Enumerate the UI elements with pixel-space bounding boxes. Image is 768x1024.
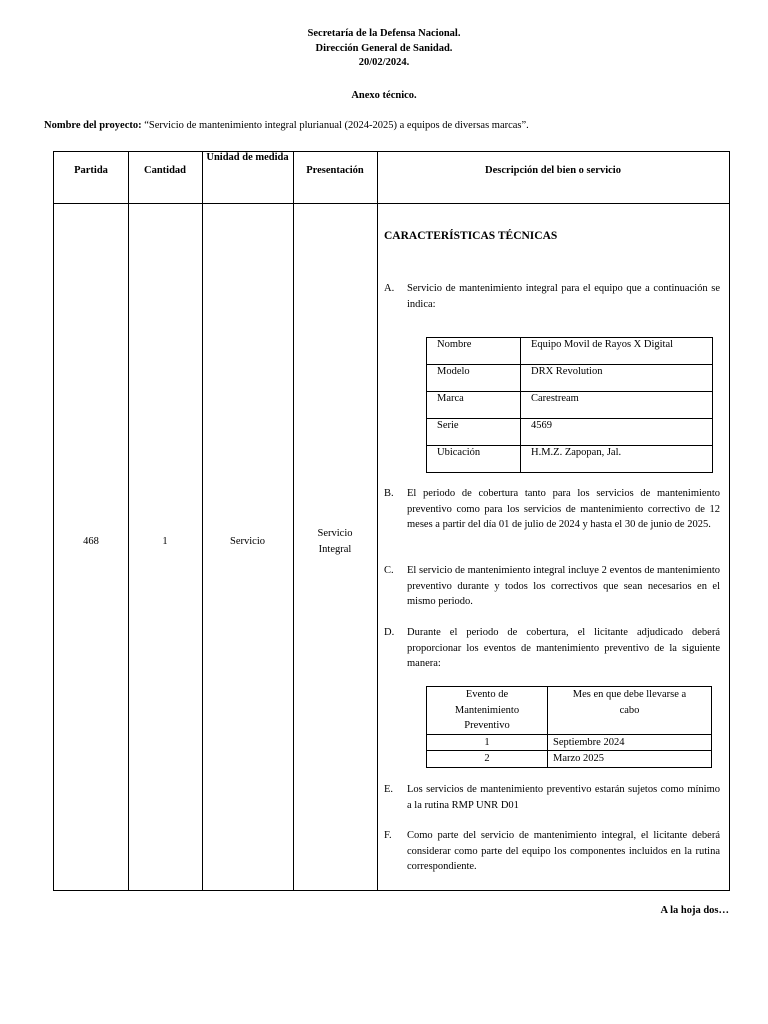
list-item-b	[384, 486, 720, 533]
item-text: Servicio de mantenimiento integral para el equipo que a continuación se indica:	[407, 283, 720, 310]
column-divider	[293, 152, 294, 890]
table-header-row	[427, 687, 712, 735]
item-letter: B.	[384, 488, 394, 499]
schedule-event: 2	[427, 751, 548, 768]
header-presentacion: Presentación	[306, 165, 364, 176]
equipment-label: Nombre	[427, 338, 521, 365]
presentacion-line1: Servicio	[317, 528, 353, 539]
project-value: “Servicio de mantenimiento integral plurianual (2024-2025) a equipos de diversas marcas”.	[141, 120, 529, 131]
project-label: Nombre del proyecto:	[44, 120, 142, 131]
item-text: El servicio de mantenimiento integral incluye 2 eventos de mantenimiento preventivo durante y todos los correctivos que sean necesarios en el mismo periodo.	[407, 565, 720, 607]
table-row	[427, 446, 713, 473]
table-row	[427, 392, 713, 419]
table-row	[427, 365, 713, 392]
item-text: Durante el periodo de cobertura, el licitante adjudicado deberá proporcionar los eventos de mantenimiento preventivo de la siguiente manera:	[407, 627, 720, 669]
list-item-a	[384, 281, 720, 312]
equipment-value: Carestream	[521, 392, 713, 419]
list-item-f	[384, 828, 720, 875]
header-descripcion: Descripción del bien o servicio	[485, 165, 621, 176]
preventive-schedule-table	[426, 686, 712, 768]
table-row	[427, 338, 713, 365]
list-item-c	[384, 563, 720, 610]
annex-title: Anexo técnico.	[351, 90, 417, 101]
item-text: Como parte del servicio de mantenimiento integral, el licitante deberá considerar como parte del equipo los componentes incluidos en la rutina correspondiente.	[407, 830, 720, 872]
header-cantidad: Cantidad	[143, 165, 186, 176]
table-row	[427, 734, 712, 751]
header-ministry: Secretaría de la Defensa Nacional.	[307, 28, 461, 39]
table-row	[427, 419, 713, 446]
column-divider	[377, 152, 378, 890]
table-row	[427, 751, 712, 768]
header-row-divider	[54, 203, 729, 204]
equipment-label: Marca	[427, 392, 521, 419]
header-directorate: Dirección General de Sanidad.	[315, 42, 453, 54]
equipment-label: Modelo	[427, 365, 521, 392]
equipment-table	[426, 337, 713, 473]
column-divider	[128, 152, 129, 890]
item-letter: E.	[384, 784, 394, 795]
schedule-header-month: Mes en que debe llevarse a cabo	[548, 687, 712, 735]
project-name	[44, 120, 529, 131]
schedule-month: Marzo 2025	[548, 751, 712, 768]
item-letter: F.	[384, 830, 392, 841]
equipment-value: H.M.Z. Zapopan, Jal.	[521, 446, 713, 473]
technical-characteristics-title: CARACTERÍSTICAS TÉCNICAS	[384, 230, 558, 242]
cell-unidad: Servicio	[230, 536, 265, 547]
document-header	[0, 27, 768, 71]
header-partida: Partida	[74, 165, 108, 176]
header-date: 20/02/2024.	[358, 57, 410, 68]
schedule-header-event: Evento de Mantenimiento Preventivo	[427, 687, 548, 735]
list-item-d	[384, 625, 720, 672]
cell-cantidad: 1	[162, 536, 168, 547]
continuation-note: A la hoja dos…	[660, 905, 729, 916]
item-text: Los servicios de mantenimiento preventivo estarán sujetos como mínimo a la rutina RMP UNR D01	[407, 784, 720, 811]
equipment-label: Serie	[427, 419, 521, 446]
item-letter: A.	[384, 283, 395, 294]
column-divider	[202, 152, 203, 890]
item-letter: D.	[384, 627, 395, 638]
item-text: El periodo de cobertura tanto para los servicios de mantenimiento preventivo como para los servicios de mantenimiento correctivo de 12 meses a partir del día 01 de julio de 2024 y hasta el 30 de junio de 2025.	[407, 488, 720, 530]
equipment-value: 4569	[521, 419, 713, 446]
header-unidad-medida: Unidad de medida	[206, 152, 289, 163]
technical-annex-table	[53, 151, 730, 891]
cell-presentacion	[293, 526, 377, 558]
list-item-e	[384, 782, 720, 813]
cell-partida: 468	[83, 536, 99, 547]
equipment-value: DRX Revolution	[521, 365, 713, 392]
item-letter: C.	[384, 565, 394, 576]
presentacion-line2: Integral	[318, 544, 352, 555]
equipment-label: Ubicación	[427, 446, 521, 473]
schedule-event: 1	[427, 734, 548, 751]
schedule-month: Septiembre 2024	[548, 734, 712, 751]
equipment-value: Equipo Movil de Rayos X Digital	[521, 338, 713, 365]
